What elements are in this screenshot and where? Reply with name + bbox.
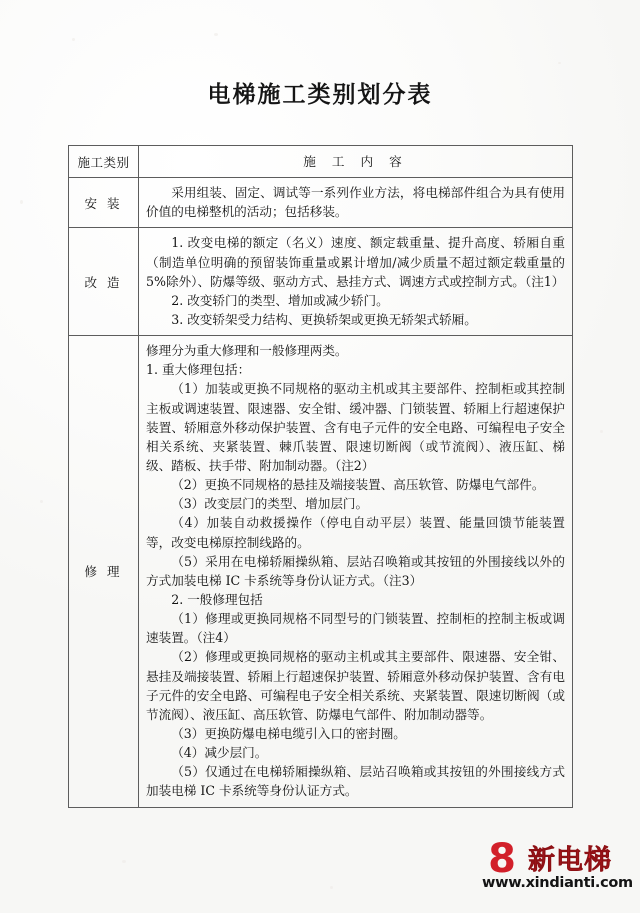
content-cell-modification	[139, 228, 573, 336]
content-paragraph: （3）更换防爆电梯电缆引入口的密封圈。	[171, 725, 406, 741]
content-paragraph: 采用组装、固定、调试等一系列作业方法，将电梯部件组合为具有使用价值的电梯整机的活动；包括移装。	[146, 185, 565, 220]
table-header-row	[69, 146, 573, 178]
construction-category-table	[68, 145, 573, 808]
content-paragraph: 1. 改变电梯的额定（名义）速度、额定载重量、提升高度、轿厢自重（制造单位明确的预留装饰重量或累计增加/减少质量不超过额定载重量的 5%除外）、防爆等级、驱动方式、悬挂方式、调速方式或控制方式。（注1）	[146, 235, 565, 289]
content-paragraph: （3）改变层门的类型、增加层门。	[171, 496, 369, 512]
content-cell-repair	[139, 336, 573, 807]
brand-url: www.xindianti.com	[482, 875, 633, 891]
content-paragraph: 3. 改变轿架受力结构、更换轿架或更换无轿架式轿厢。	[171, 311, 477, 327]
content-paragraph: （5）采用在电梯轿厢操纵箱、层站召唤箱或其按钮的外围接线以外的方式加装电梯 IC 卡系统等身份认证方式。（注3）	[146, 553, 565, 588]
content-cell-installation	[139, 178, 573, 228]
table-row	[69, 336, 573, 807]
content-paragraph: 1. 重大修理包括：	[146, 362, 251, 378]
content-paragraph: 2. 一般修理包括	[171, 591, 263, 607]
category-label-repair: 修 理	[69, 336, 139, 807]
header-cell-category: 施工类别	[69, 146, 139, 178]
site-watermark	[478, 835, 633, 897]
content-paragraph: （2）更换不同规格的悬挂及端接装置、高压软管、防爆电气部件。	[171, 477, 545, 493]
content-paragraph: （4）减少层门。	[171, 745, 268, 761]
content-paragraph: （2）修理或更换同规格的驱动主机或其主要部件、限速器、安全钳、悬挂及端接装置、轿厢上行超速保护装置、轿厢意外移动保护装置、含有电子元件的安全电路、可编程电子安全相关系统、夹紧装置、限速切断阀（或节流阀）、液压缸、高压软管、防爆电气部件、附加制动器等。	[146, 649, 565, 722]
content-paragraph: （4）加装自动救援操作（停电自动平层）装置、能量回馈节能装置等，改变电梯原控制线路的。	[146, 515, 565, 550]
table-row	[69, 228, 573, 336]
header-cell-content: 施 工 内 容	[139, 146, 573, 178]
category-label-modification: 改 造	[69, 228, 139, 336]
page-title: 电梯施工类别划分表	[207, 81, 433, 108]
brand-logo-icon: 8	[488, 836, 516, 882]
content-paragraph: 修理分为重大修理和一般修理两类。	[146, 343, 348, 359]
category-label-installation: 安 装	[69, 178, 139, 228]
content-paragraph: （1）加装或更换不同规格的驱动主机或其主要部件、控制柜或其控制主板或调速装置、限速器、安全钳、缓冲器、门锁装置、轿厢上行超速保护装置、轿厢意外移动保护装置、含有电子元件的安全电路、可编程电子安全相关系统、夹紧装置、棘爪装置、限速切断阀（或节流阀）、液压缸、梯级、踏板、扶手带、附加制动器。（注2）	[146, 381, 565, 473]
table-row	[69, 178, 573, 228]
content-paragraph: （5）仅通过在电梯轿厢操纵箱、层站召唤箱或其按钮的外围接线方式加装电梯 IC 卡系统等身份认证方式。	[146, 764, 565, 799]
brand-name: 新电梯	[528, 845, 612, 876]
content-paragraph: 2. 改变轿门的类型、增加或减少轿门。	[171, 292, 389, 308]
content-paragraph: （1）修理或更换同规格不同型号的门锁装置、控制柜的控制主板或调速装置。（注4）	[146, 611, 565, 646]
